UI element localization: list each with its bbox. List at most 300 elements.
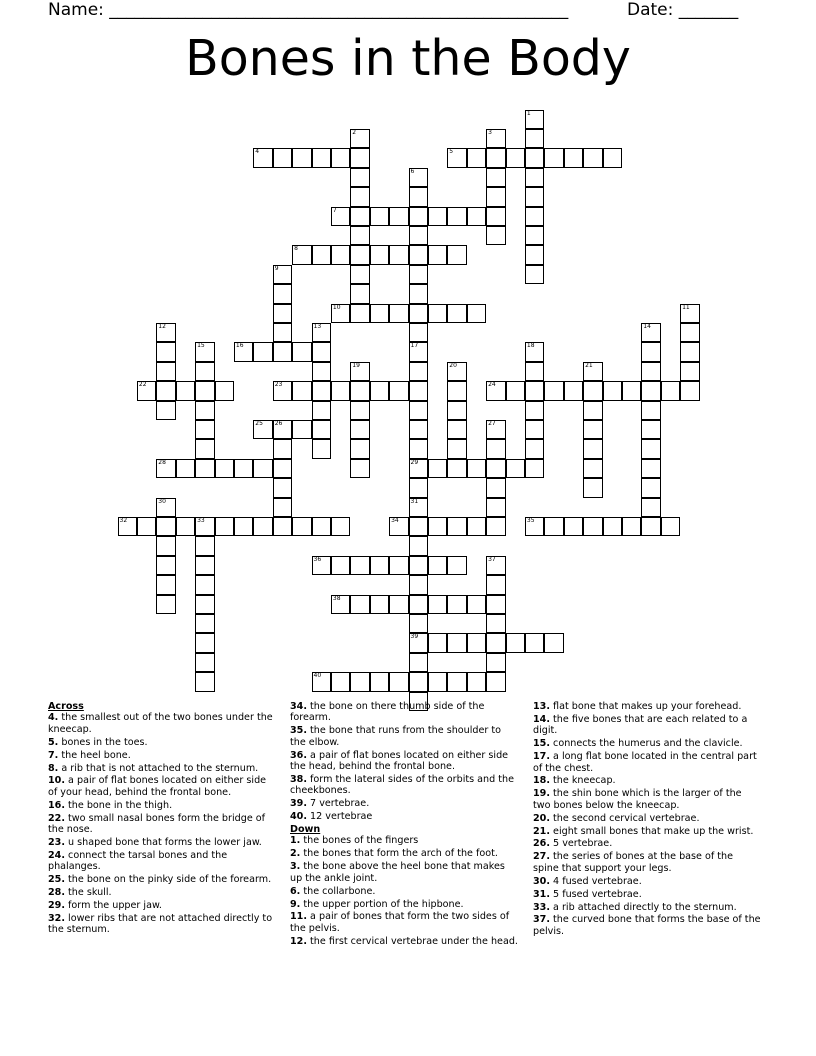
grid-cell[interactable] — [292, 245, 312, 265]
clue-item — [533, 902, 761, 913]
clue-number: 1. — [290, 835, 301, 847]
grid-cell[interactable] — [118, 517, 138, 537]
grid-cell[interactable] — [447, 207, 467, 227]
grid-cell[interactable] — [195, 381, 215, 401]
grid-cell[interactable] — [331, 672, 351, 692]
grid-cell[interactable] — [680, 381, 700, 401]
grid-cell[interactable] — [486, 633, 506, 653]
grid-cell[interactable] — [350, 265, 370, 285]
grid-cell[interactable] — [156, 595, 176, 615]
grid-cell[interactable] — [467, 304, 487, 324]
grid-cell[interactable] — [176, 381, 196, 401]
grid-cell[interactable] — [525, 401, 545, 421]
grid-cell[interactable] — [137, 517, 157, 537]
grid-cell[interactable] — [525, 168, 545, 188]
grid-cell[interactable] — [350, 401, 370, 421]
grid-cell[interactable] — [467, 672, 487, 692]
grid-cell[interactable] — [195, 420, 215, 440]
grid-cell[interactable] — [680, 362, 700, 382]
clue-item — [533, 775, 761, 786]
grid-cell[interactable] — [292, 381, 312, 401]
grid-cell[interactable] — [215, 459, 235, 479]
grid-cell[interactable] — [350, 381, 370, 401]
grid-cell[interactable] — [350, 226, 370, 246]
grid-cell[interactable] — [370, 245, 390, 265]
grid-cell[interactable] — [156, 323, 176, 343]
cell-number: 22 — [138, 381, 147, 389]
grid-cell[interactable] — [525, 265, 545, 285]
grid-cell[interactable] — [486, 381, 506, 401]
grid-cell[interactable] — [447, 304, 467, 324]
grid-cell[interactable] — [409, 633, 429, 653]
clue-text: the first cervical vertebrae under the head. — [307, 935, 518, 947]
grid-cell[interactable] — [680, 342, 700, 362]
grid-cell[interactable] — [525, 148, 545, 168]
clue-item — [533, 838, 761, 849]
grid-cell[interactable] — [525, 362, 545, 382]
grid-cell[interactable] — [350, 245, 370, 265]
grid-cell[interactable] — [583, 401, 603, 421]
clue-number: 21. — [533, 825, 550, 837]
grid-cell[interactable] — [603, 517, 623, 537]
grid-cell[interactable] — [525, 381, 545, 401]
clue-number: 28. — [48, 887, 65, 899]
grid-cell[interactable] — [370, 556, 390, 576]
grid-cell[interactable] — [273, 517, 293, 537]
grid-cell[interactable] — [273, 323, 293, 343]
grid-cell[interactable] — [583, 517, 603, 537]
grid-cell[interactable] — [486, 129, 506, 149]
grid-cell[interactable] — [195, 362, 215, 382]
clue-number: 16. — [48, 799, 65, 811]
grid-cell[interactable] — [486, 672, 506, 692]
grid-cell[interactable] — [486, 148, 506, 168]
grid-cell[interactable] — [273, 439, 293, 459]
grid-cell[interactable] — [409, 323, 429, 343]
grid-cell[interactable] — [273, 420, 293, 440]
grid-cell[interactable] — [486, 498, 506, 518]
grid-cell[interactable] — [447, 381, 467, 401]
grid-cell[interactable] — [234, 459, 254, 479]
grid-cell[interactable] — [447, 401, 467, 421]
grid-cell[interactable] — [292, 420, 312, 440]
cell-number: 14 — [643, 322, 651, 330]
grid-cell[interactable] — [409, 478, 429, 498]
grid-cell[interactable] — [409, 498, 429, 518]
cell-number: 20 — [449, 361, 457, 369]
cell-number: 28 — [158, 458, 166, 466]
grid-cell[interactable] — [467, 148, 487, 168]
grid-cell[interactable] — [331, 556, 351, 576]
grid-cell[interactable] — [409, 284, 429, 304]
clue-text: the bone in the thigh. — [65, 799, 173, 811]
grid-cell[interactable] — [525, 420, 545, 440]
grid-cell[interactable] — [195, 439, 215, 459]
clue-text: flat bone that makes up your forehead. — [550, 701, 742, 712]
grid-cell[interactable] — [641, 439, 661, 459]
grid-cell[interactable] — [564, 381, 584, 401]
grid-cell[interactable] — [680, 304, 700, 324]
grid-cell[interactable] — [350, 362, 370, 382]
grid-cell[interactable] — [292, 342, 312, 362]
grid-cell[interactable] — [447, 459, 467, 479]
grid-cell[interactable] — [447, 148, 467, 168]
grid-cell[interactable] — [350, 420, 370, 440]
grid-cell[interactable] — [253, 420, 273, 440]
grid-cell[interactable] — [409, 381, 429, 401]
grid-cell[interactable] — [215, 381, 235, 401]
grid-cell[interactable] — [603, 148, 623, 168]
grid-cell[interactable] — [525, 459, 545, 479]
grid-cell[interactable] — [409, 362, 429, 382]
grid-cell[interactable] — [641, 381, 661, 401]
grid-cell[interactable] — [661, 517, 681, 537]
clue-item — [290, 798, 518, 809]
grid-cell[interactable] — [641, 420, 661, 440]
grid-cell[interactable] — [428, 459, 448, 479]
grid-cell[interactable] — [486, 517, 506, 537]
grid-cell[interactable] — [525, 245, 545, 265]
clue-text: the bones of the fingers — [300, 835, 419, 847]
grid-cell[interactable] — [195, 401, 215, 421]
grid-cell[interactable] — [195, 459, 215, 479]
grid-cell[interactable] — [525, 517, 545, 537]
date-field[interactable]: Date: _______ — [627, 0, 739, 20]
grid-cell[interactable] — [350, 595, 370, 615]
grid-cell[interactable] — [389, 245, 409, 265]
grid-cell[interactable] — [350, 168, 370, 188]
grid-cell[interactable] — [409, 226, 429, 246]
grid-cell[interactable] — [506, 459, 526, 479]
grid-cell[interactable] — [253, 459, 273, 479]
grid-cell[interactable] — [603, 381, 623, 401]
grid-cell[interactable] — [273, 148, 293, 168]
grid-cell[interactable] — [195, 672, 215, 692]
grid-cell[interactable] — [467, 459, 487, 479]
grid-cell[interactable] — [156, 342, 176, 362]
grid-cell[interactable] — [680, 323, 700, 343]
clue-item — [48, 887, 276, 898]
clue-item — [48, 763, 276, 774]
grid-cell[interactable] — [195, 556, 215, 576]
grid-cell[interactable] — [312, 148, 332, 168]
grid-cell[interactable] — [409, 536, 429, 556]
grid-cell[interactable] — [389, 207, 409, 227]
grid-cell[interactable] — [312, 323, 332, 343]
grid-cell[interactable] — [447, 362, 467, 382]
grid-cell[interactable] — [370, 381, 390, 401]
grid-cell[interactable] — [583, 420, 603, 440]
grid-cell[interactable] — [641, 342, 661, 362]
grid-cell[interactable] — [409, 342, 429, 362]
grid-cell[interactable] — [312, 556, 332, 576]
grid-cell[interactable] — [641, 478, 661, 498]
grid-cell[interactable] — [409, 168, 429, 188]
grid-cell[interactable] — [350, 187, 370, 207]
grid-cell[interactable] — [467, 517, 487, 537]
grid-cell[interactable] — [195, 342, 215, 362]
grid-cell[interactable] — [331, 595, 351, 615]
grid-cell[interactable] — [331, 517, 351, 537]
grid-cell[interactable] — [350, 207, 370, 227]
clue-number: 26. — [533, 838, 550, 850]
grid-cell[interactable] — [583, 459, 603, 479]
grid-cell[interactable] — [273, 478, 293, 498]
grid-cell[interactable] — [156, 517, 176, 537]
grid-cell[interactable] — [273, 498, 293, 518]
grid-cell[interactable] — [350, 129, 370, 149]
grid-cell[interactable] — [641, 362, 661, 382]
grid-cell[interactable] — [583, 148, 603, 168]
grid-cell[interactable] — [312, 362, 332, 382]
grid-cell[interactable] — [350, 304, 370, 324]
grid-cell[interactable] — [447, 633, 467, 653]
grid-cell[interactable] — [292, 148, 312, 168]
grid-cell[interactable] — [350, 148, 370, 168]
grid-cell[interactable] — [544, 148, 564, 168]
grid-cell[interactable] — [331, 304, 351, 324]
grid-cell[interactable] — [350, 439, 370, 459]
grid-cell[interactable] — [641, 459, 661, 479]
grid-cell[interactable] — [389, 556, 409, 576]
cell-number: 40 — [313, 672, 322, 680]
grid-cell[interactable] — [409, 517, 429, 537]
grid-cell[interactable] — [195, 575, 215, 595]
grid-cell[interactable] — [486, 207, 506, 227]
grid-cell[interactable] — [409, 575, 429, 595]
grid-cell[interactable] — [176, 459, 196, 479]
grid-cell[interactable] — [428, 672, 448, 692]
grid-cell[interactable] — [312, 439, 332, 459]
grid-cell[interactable] — [525, 342, 545, 362]
grid-cell[interactable] — [273, 265, 293, 285]
grid-cell[interactable] — [273, 284, 293, 304]
grid-cell[interactable] — [312, 517, 332, 537]
grid-cell[interactable] — [370, 207, 390, 227]
clue-item — [290, 848, 518, 859]
grid-cell[interactable] — [156, 536, 176, 556]
grid-cell[interactable] — [622, 517, 642, 537]
grid-cell[interactable] — [195, 595, 215, 615]
grid-cell[interactable] — [331, 207, 351, 227]
clue-item — [48, 837, 276, 848]
grid-cell[interactable] — [661, 381, 681, 401]
grid-cell[interactable] — [525, 110, 545, 130]
clue-item — [290, 725, 518, 748]
clue-number: 22. — [48, 812, 65, 824]
grid-cell[interactable] — [156, 362, 176, 382]
grid-cell[interactable] — [486, 459, 506, 479]
grid-cell[interactable] — [389, 381, 409, 401]
grid-cell[interactable] — [486, 187, 506, 207]
clue-number: 32. — [48, 912, 65, 924]
grid-cell[interactable] — [409, 672, 429, 692]
clue-text: two small nasal bones form the bridge of the nose. — [48, 812, 266, 836]
grid-cell[interactable] — [253, 342, 273, 362]
clue-item — [48, 737, 276, 748]
grid-cell[interactable] — [156, 575, 176, 595]
grid-cell[interactable] — [409, 207, 429, 227]
grid-cell[interactable] — [312, 381, 332, 401]
grid-cell[interactable] — [544, 381, 564, 401]
grid-cell[interactable] — [253, 517, 273, 537]
grid-cell[interactable] — [350, 459, 370, 479]
grid-cell[interactable] — [447, 595, 467, 615]
clue-number: 25. — [48, 874, 65, 886]
grid-cell[interactable] — [583, 478, 603, 498]
grid-cell[interactable] — [447, 245, 467, 265]
grid-cell[interactable] — [273, 304, 293, 324]
grid-cell[interactable] — [447, 672, 467, 692]
grid-cell[interactable] — [370, 672, 390, 692]
grid-cell[interactable] — [389, 672, 409, 692]
grid-cell[interactable] — [195, 536, 215, 556]
grid-cell[interactable] — [447, 517, 467, 537]
grid-cell[interactable] — [486, 420, 506, 440]
grid-cell[interactable] — [506, 381, 526, 401]
grid-cell[interactable] — [641, 517, 661, 537]
grid-cell[interactable] — [350, 672, 370, 692]
clue-text: eight small bones that make up the wrist. — [550, 825, 754, 837]
grid-cell[interactable] — [428, 207, 448, 227]
grid-cell[interactable] — [506, 148, 526, 168]
grid-cell[interactable] — [583, 439, 603, 459]
grid-cell[interactable] — [486, 478, 506, 498]
grid-cell[interactable] — [292, 517, 312, 537]
down-header: Down — [290, 824, 321, 836]
grid-cell[interactable] — [486, 575, 506, 595]
grid-cell[interactable] — [525, 439, 545, 459]
grid-cell[interactable] — [370, 595, 390, 615]
grid-cell[interactable] — [215, 517, 235, 537]
grid-cell[interactable] — [409, 187, 429, 207]
grid-cell[interactable] — [525, 187, 545, 207]
grid-cell[interactable] — [273, 342, 293, 362]
grid-cell[interactable] — [234, 517, 254, 537]
grid-cell[interactable] — [583, 381, 603, 401]
grid-cell[interactable] — [486, 595, 506, 615]
grid-cell[interactable] — [156, 381, 176, 401]
grid-cell[interactable] — [409, 614, 429, 634]
grid-cell[interactable] — [564, 517, 584, 537]
grid-cell[interactable] — [525, 226, 545, 246]
grid-cell[interactable] — [195, 517, 215, 537]
grid-cell[interactable] — [195, 633, 215, 653]
grid-cell[interactable] — [447, 439, 467, 459]
grid-cell[interactable] — [195, 653, 215, 673]
grid-cell[interactable] — [583, 362, 603, 382]
grid-cell[interactable] — [428, 556, 448, 576]
clue-number: 13. — [533, 701, 550, 712]
grid-cell[interactable] — [564, 148, 584, 168]
grid-cell[interactable] — [234, 342, 254, 362]
grid-cell[interactable] — [156, 556, 176, 576]
grid-cell[interactable] — [389, 595, 409, 615]
grid-cell[interactable] — [409, 245, 429, 265]
grid-cell[interactable] — [447, 556, 467, 576]
grid-cell[interactable] — [312, 342, 332, 362]
grid-cell[interactable] — [641, 401, 661, 421]
grid-cell[interactable] — [428, 517, 448, 537]
grid-cell[interactable] — [409, 420, 429, 440]
grid-cell[interactable] — [486, 226, 506, 246]
grid-cell[interactable] — [428, 633, 448, 653]
grid-cell[interactable] — [544, 517, 564, 537]
grid-cell[interactable] — [409, 401, 429, 421]
grid-cell[interactable] — [156, 459, 176, 479]
grid-cell[interactable] — [156, 401, 176, 421]
grid-cell[interactable] — [389, 517, 409, 537]
grid-cell[interactable] — [409, 595, 429, 615]
grid-cell[interactable] — [641, 323, 661, 343]
grid-cell[interactable] — [409, 459, 429, 479]
grid-cell[interactable] — [544, 633, 564, 653]
grid-cell[interactable] — [331, 245, 351, 265]
grid-cell[interactable] — [525, 207, 545, 227]
grid-cell[interactable] — [176, 517, 196, 537]
grid-cell[interactable] — [331, 381, 351, 401]
clue-item — [290, 701, 518, 724]
grid-cell[interactable] — [467, 595, 487, 615]
grid-cell[interactable] — [486, 168, 506, 188]
grid-cell[interactable] — [486, 556, 506, 576]
grid-cell[interactable] — [486, 614, 506, 634]
grid-cell[interactable] — [273, 459, 293, 479]
grid-cell[interactable] — [428, 595, 448, 615]
grid-cell[interactable] — [389, 304, 409, 324]
clue-text: the bone on there thumb side of the forearm. — [290, 701, 485, 724]
cell-number: 29 — [410, 458, 419, 466]
grid-cell[interactable] — [137, 381, 157, 401]
grid-cell[interactable] — [428, 245, 448, 265]
grid-cell[interactable] — [525, 129, 545, 149]
grid-cell[interactable] — [195, 614, 215, 634]
grid-cell[interactable] — [409, 653, 429, 673]
grid-cell[interactable] — [525, 633, 545, 653]
clue-text: 7 vertebrae. — [307, 798, 370, 810]
grid-cell[interactable] — [409, 439, 429, 459]
grid-cell[interactable] — [350, 556, 370, 576]
grid-cell[interactable] — [273, 381, 293, 401]
grid-cell[interactable] — [409, 304, 429, 324]
grid-cell[interactable] — [312, 672, 332, 692]
name-field[interactable]: Name: ______________________________________________________ — [48, 0, 569, 20]
grid-cell[interactable] — [409, 265, 429, 285]
grid-cell[interactable] — [156, 498, 176, 518]
grid-cell[interactable] — [622, 381, 642, 401]
clue-number: 14. — [533, 713, 550, 725]
grid-cell[interactable] — [253, 148, 273, 168]
grid-cell[interactable] — [447, 420, 467, 440]
grid-cell[interactable] — [312, 420, 332, 440]
grid-cell[interactable] — [467, 207, 487, 227]
grid-cell[interactable] — [486, 439, 506, 459]
grid-cell[interactable] — [350, 284, 370, 304]
grid-cell[interactable] — [312, 245, 332, 265]
cell-number: 12 — [158, 322, 166, 330]
grid-cell[interactable] — [331, 148, 351, 168]
cell-number: 5 — [449, 148, 454, 156]
clue-text: form the lateral sides of the orbits and the cheekbones. — [290, 773, 515, 797]
grid-cell[interactable] — [370, 304, 390, 324]
grid-cell[interactable] — [641, 498, 661, 518]
grid-cell[interactable] — [312, 401, 332, 421]
grid-cell[interactable] — [409, 556, 429, 576]
grid-cell[interactable] — [428, 304, 448, 324]
grid-cell[interactable] — [486, 653, 506, 673]
grid-cell[interactable] — [467, 633, 487, 653]
grid-cell[interactable] — [506, 633, 526, 653]
